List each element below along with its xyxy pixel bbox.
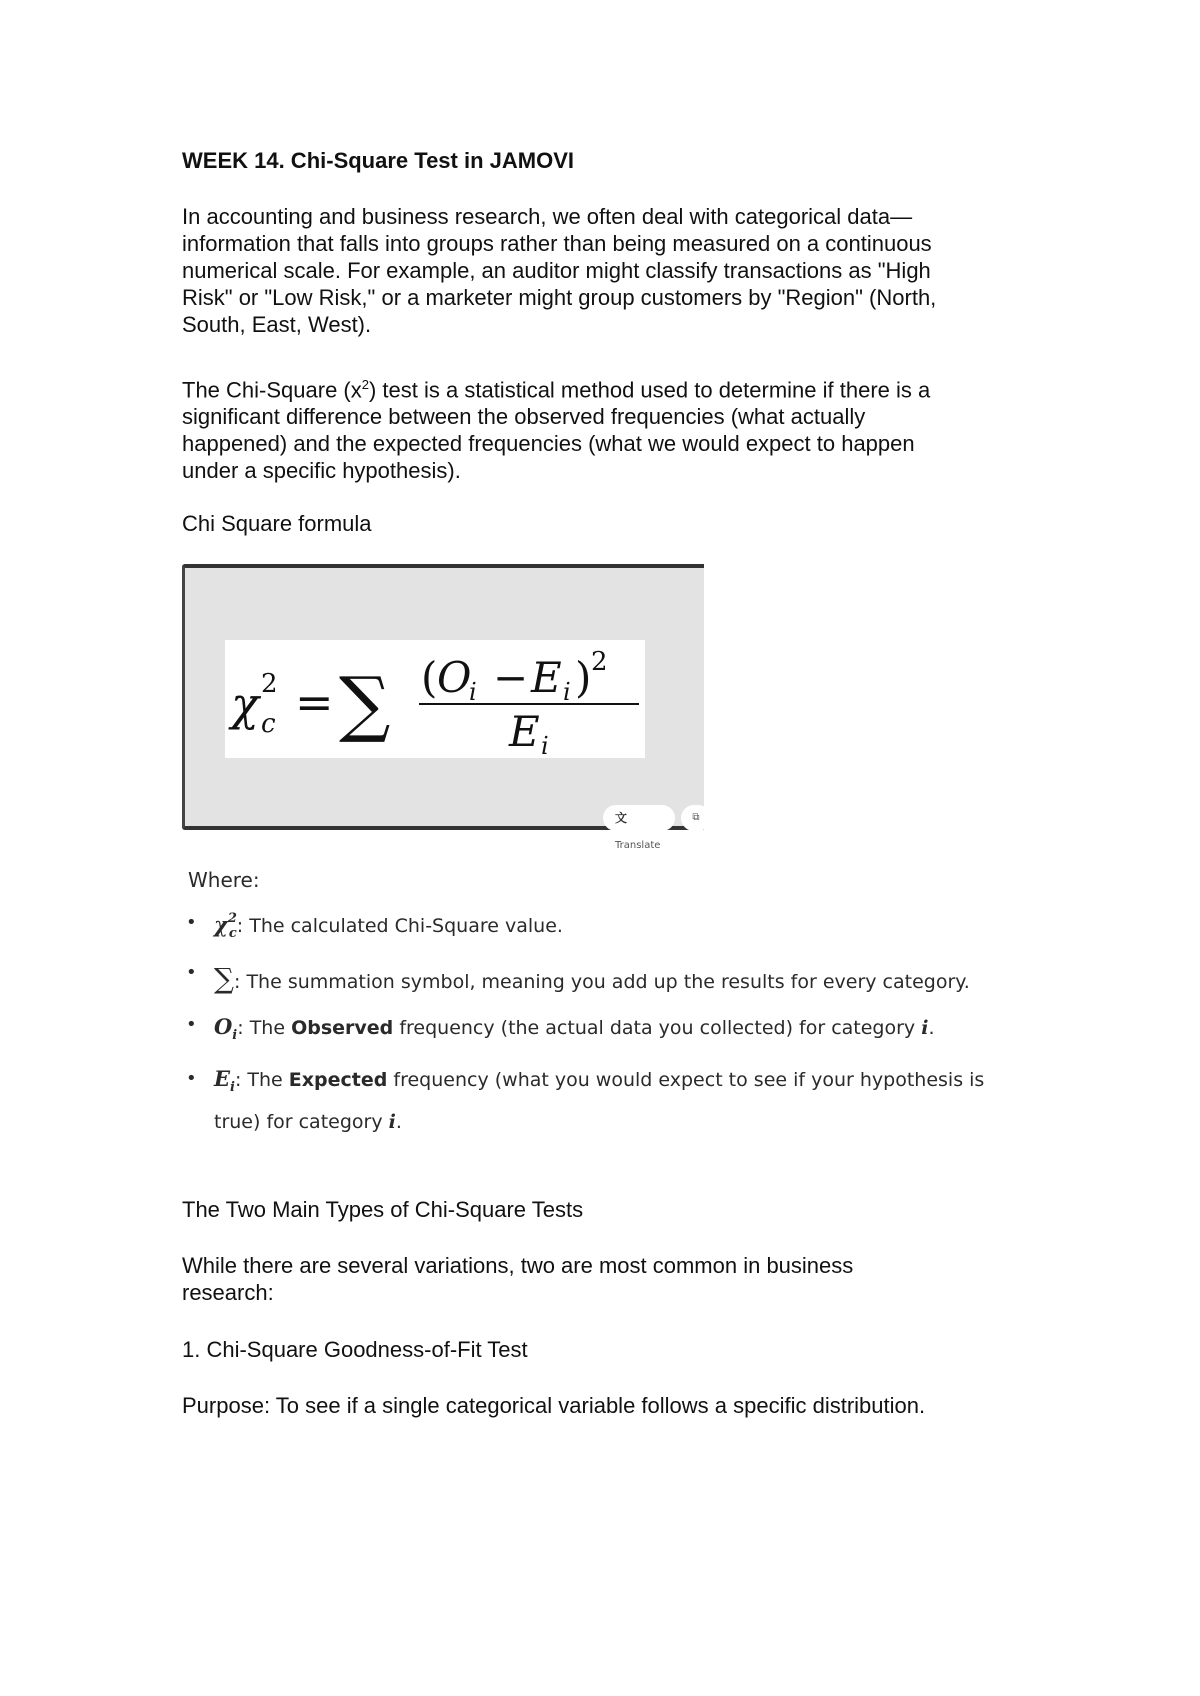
formula-screenshot <box>182 564 704 851</box>
svg-text:i: i <box>541 732 549 758</box>
document-title: WEEK 14. Chi-Square Test in JAMOVI <box>182 148 574 173</box>
svg-text:i: i <box>563 678 571 706</box>
definition-list <box>182 912 1082 1139</box>
formula-graphic <box>225 640 645 758</box>
svg-text:−: − <box>493 653 529 702</box>
svg-text:E: E <box>531 653 562 702</box>
chi-line: The Chi-Square $(x^2)$ test is a statistical method used to determine if there is a <box>182 377 931 403</box>
list-item: • $E_i$: The Expected frequency (what you would expect to see if your hypothesis is true) for category i. <box>182 1062 1082 1139</box>
bullet-icon: • <box>186 1014 197 1035</box>
intro-line: numerical scale. For example, an auditor might classify transactions as "High <box>182 258 931 283</box>
formula-label: Chi Square formula <box>182 511 372 536</box>
intro-line: Risk" or "Low Risk," or a marketer might group customers by "Region" (North, <box>182 285 937 310</box>
types-intro-line: research: <box>182 1280 274 1305</box>
types-intro <box>182 1252 853 1306</box>
list-item: • $O_i$: The Observed frequency (the actual data you collected) for category i. <box>186 1014 935 1044</box>
svg-text:χ: χ <box>231 677 259 731</box>
copy-icon: ⧉ <box>692 812 700 823</box>
types-heading: The Two Main Types of Chi-Square Tests <box>182 1197 584 1222</box>
intro-paragraph <box>182 203 936 338</box>
observed-symbol: $O_i$ <box>214 1014 238 1044</box>
svg-text:2: 2 <box>591 647 608 677</box>
list-item: • $\chi^2_c$: The calculated Chi-Square value. <box>186 911 563 942</box>
svg-text:∑: ∑ <box>339 661 391 745</box>
svg-text:=: = <box>295 675 334 729</box>
where-label: Where: <box>188 868 260 892</box>
svg-text:2: 2 <box>261 669 278 699</box>
chi-line: under a specific hypothesis). <box>182 458 461 484</box>
chi-line: happened) and the expected frequencies (what we would expect to happen <box>182 431 915 457</box>
copy-button[interactable] <box>681 805 711 831</box>
translate-button[interactable]: 文Translate <box>603 805 675 831</box>
svg-text:O: O <box>437 653 472 702</box>
svg-text:E: E <box>509 707 540 756</box>
types-intro-line: While there are several variations, two are most common in business <box>182 1253 854 1278</box>
svg-text:): ) <box>575 653 592 702</box>
purpose-text: Purpose: To see if a single categorical variable follows a specific distribution. <box>182 1393 926 1418</box>
svg-text:c: c <box>261 709 276 739</box>
intro-line: information that falls into groups rather than being measured on a continuous <box>182 231 932 256</box>
list-item: • ∑: The summation symbol, meaning you add up the results for every category. <box>186 962 970 995</box>
bullet-icon: • <box>186 962 197 983</box>
chi-symbol: $\chi^2_c$ <box>214 911 237 942</box>
intro-line: South, East, West). <box>182 312 372 337</box>
intro-line: In accounting and business research, we often deal with categorical data— <box>182 204 913 229</box>
translate-icon: 文 <box>615 811 628 825</box>
goodness-of-fit-heading: 1. Chi-Square Goodness-of-Fit Test <box>182 1337 528 1362</box>
chi-square-formula <box>225 640 645 758</box>
bullet-icon: • <box>186 912 197 933</box>
chi-square-paragraph <box>182 371 930 484</box>
svg-text:(: ( <box>421 653 438 702</box>
chi-line: significant difference between the observed frequencies (what actually <box>182 404 866 430</box>
expected-symbol: $E_i$ <box>214 1066 235 1096</box>
svg-text:i: i <box>469 678 477 706</box>
bullet-icon: • <box>186 1068 197 1089</box>
summation-symbol: ∑ <box>214 962 234 995</box>
